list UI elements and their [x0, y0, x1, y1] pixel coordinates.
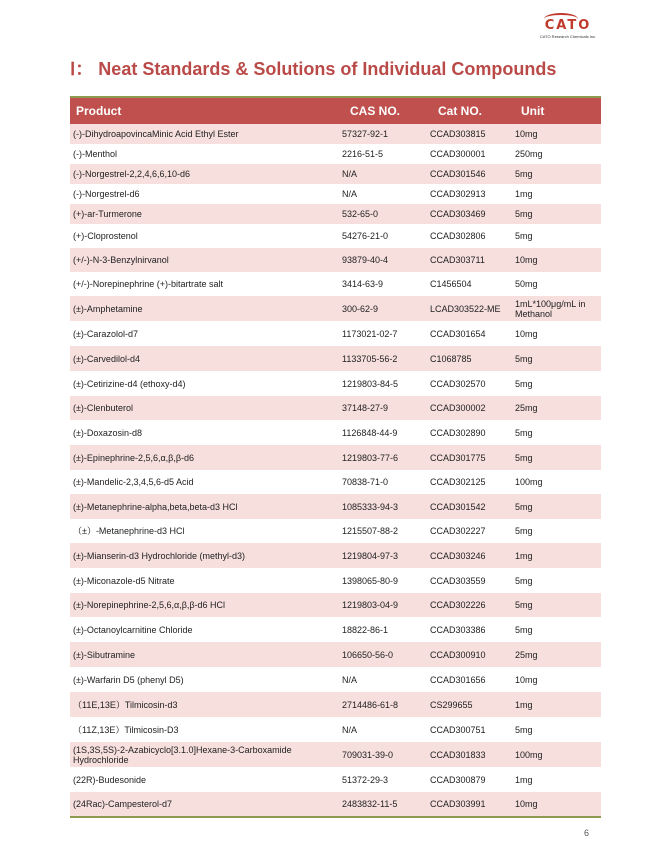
- cell-unit: 10mg: [515, 674, 538, 685]
- cell-product: (±)-Doxazosin-d8: [73, 427, 142, 438]
- cell-cat: CCAD301546: [430, 169, 486, 179]
- cell-unit: 5mg: [515, 526, 533, 536]
- table-row: [70, 767, 601, 792]
- cell-cat: CCAD301656: [430, 674, 486, 685]
- cell-product: (±)-Carvedilol-d4: [73, 353, 140, 364]
- cell-product: (±)-Mianserin-d3 Hydrochloride (methyl-d3): [73, 550, 245, 561]
- cell-cas: N/A: [342, 724, 358, 735]
- cell-cas: 1085333-94-3: [342, 501, 399, 512]
- table-row: [70, 184, 601, 204]
- table-row: [70, 371, 601, 396]
- cell-cat: CCAD303469: [430, 209, 486, 219]
- cell-unit: 50mg: [515, 279, 538, 289]
- cell-product: (±)-Clenbuterol: [73, 403, 133, 413]
- table-row: [70, 272, 601, 296]
- table-header: [70, 96, 601, 124]
- cell-product: (±)-Carazolol-d7: [73, 328, 138, 339]
- cell-cat: CCAD302806: [430, 231, 486, 241]
- cell-cas: 1133705-56-2: [342, 353, 398, 364]
- table-row: [70, 519, 601, 543]
- cell-unit: 10mg: [515, 129, 538, 139]
- cell-cas: 1126848-44-9: [342, 427, 398, 438]
- cell-cas: 1219803-77-6: [342, 452, 399, 463]
- cell-product: (±)-Epinephrine-2,5,6,α,β,β-d6: [73, 452, 195, 463]
- table-row: [70, 470, 601, 494]
- cell-product: (±)-Miconazole-d5 Nitrate: [73, 575, 175, 586]
- cell-cat: CS299655: [430, 699, 473, 710]
- cell-unit: 5mg: [515, 624, 533, 635]
- cell-cat: CCAD301833: [430, 749, 486, 760]
- cell-cas: 2216-51-5: [342, 149, 384, 159]
- cell-product: （±）-Metanephrine-d3 HCl: [73, 526, 185, 536]
- cell-product: (±)-Mandelic-2,3,4,5,6-d5 Acid: [73, 477, 194, 487]
- cell-unit: 100mg: [515, 749, 543, 760]
- cell-unit: 5mg: [515, 169, 533, 179]
- cell-product: （11E,13E）Tilmicosin-d3: [73, 699, 178, 710]
- logo-subtitle: CATO Research Chemicals Inc.: [539, 34, 597, 39]
- cell-cas: 93879-40-4: [342, 255, 389, 265]
- cell-product: (+/-)-Norepinephrine (+)-bitartrate salt: [73, 279, 224, 289]
- table-body: [70, 124, 601, 818]
- section-heading: Ⅰ： Neat Standards & Solutions of Individual Compounds: [70, 59, 557, 79]
- cell-cat: CCAD300001: [430, 149, 486, 159]
- cell-unit: 100mg: [515, 477, 543, 487]
- header-cas: CAS NO.: [350, 104, 401, 118]
- cell-cas: 1219804-97-3: [342, 550, 399, 561]
- header-product: Product: [76, 104, 122, 118]
- table-row: [70, 248, 601, 272]
- cell-unit: 5mg: [515, 575, 533, 586]
- cell-cas: 18822-86-1: [342, 624, 389, 635]
- cell-cas: N/A: [342, 189, 358, 199]
- cell-cas: 2483832-11-5: [342, 799, 398, 809]
- cell-product: (±)-Warfarin D5 (phenyl D5): [73, 674, 184, 685]
- cell-unit: 5mg: [515, 600, 533, 610]
- cell-unit: 1mg: [515, 189, 533, 199]
- cell-unit: 5mg: [515, 452, 533, 463]
- cell-cas: 51372-29-3: [342, 774, 389, 785]
- cell-product: (+)-ar-Turmerone: [73, 209, 142, 219]
- cell-cas: 300-62-9: [342, 303, 379, 314]
- cell-product: (1S,3S,5S)-2-Azabicyclo[3.1.0]Hexane-3-Carboxamide Hydrochloride: [73, 744, 292, 765]
- table-row: [70, 742, 601, 767]
- table-row: [70, 346, 601, 371]
- cell-cas: 1219803-04-9: [342, 600, 399, 610]
- cell-unit: 5mg: [515, 209, 533, 219]
- table-row: [70, 667, 601, 692]
- cell-product: (±)-Sibutramine: [73, 649, 135, 660]
- table-row: [70, 617, 601, 642]
- logo-wordmark: CATO: [530, 18, 606, 33]
- cell-cat: CCAD303991: [430, 799, 486, 809]
- table-row: [70, 543, 601, 568]
- cell-cat: CCAD302227: [430, 526, 486, 536]
- table-row: [70, 717, 601, 742]
- cell-cat: CCAD301654: [430, 328, 486, 339]
- table-row: [70, 445, 601, 470]
- cell-cas: 54276-21-0: [342, 231, 389, 241]
- cell-cat: CCAD302226: [430, 600, 486, 610]
- cell-product: （11Z,13E）Tilmicosin-D3: [73, 724, 179, 735]
- cell-unit: 5mg: [515, 501, 533, 512]
- cell-cat: CCAD300910: [430, 649, 486, 660]
- cell-cat: CCAD300751: [430, 724, 486, 735]
- cell-unit: 1mg: [515, 699, 533, 710]
- cell-product: (+)-Cloprostenol: [73, 231, 138, 241]
- table-row: [70, 568, 601, 593]
- cell-cat: CCAD301542: [430, 501, 486, 512]
- cell-product: (±)-Amphetamine: [73, 303, 143, 314]
- cell-product: (±)-Norepinephrine-2,5,6,α,β,β-d6 HCl: [73, 600, 226, 610]
- cell-cas: 709031-39-0: [342, 749, 394, 760]
- cell-cat: CCAD302125: [430, 477, 486, 487]
- product-table: [70, 96, 601, 818]
- cell-cat: LCAD303522-ME: [430, 303, 501, 314]
- table-row: [70, 164, 601, 184]
- cell-product: (22R)-Budesonide: [73, 774, 147, 785]
- cell-cas: 3414-63-9: [342, 279, 384, 289]
- cell-product: (-)-Norgestrel-2,2,4,6,6,10-d6: [73, 169, 191, 179]
- table-row: [70, 642, 601, 667]
- table-row: [70, 321, 601, 346]
- cell-cat: CCAD302913: [430, 189, 486, 199]
- table-row: [70, 224, 601, 248]
- cell-cat: CCAD300879: [430, 774, 486, 785]
- header-unit: Unit: [521, 104, 545, 118]
- table-row: [70, 593, 601, 617]
- table-row: [70, 124, 601, 144]
- cell-cas: 2714486-61-8: [342, 699, 399, 710]
- cell-cas: 1219803-84-5: [342, 378, 399, 389]
- cell-cas: 37148-27-9: [342, 403, 389, 413]
- cell-cas: 1398065-80-9: [342, 575, 399, 586]
- cell-cat: C1456504: [430, 279, 472, 289]
- table-row: [70, 396, 601, 420]
- cell-cas: 106650-56-0: [342, 649, 394, 660]
- cell-cat: CCAD303559: [430, 575, 486, 586]
- cell-unit: 1mL*100μg/mL in Methanol: [515, 298, 586, 319]
- cell-product: (±)-Octanoylcarnitine Chloride: [73, 624, 193, 635]
- cell-unit: 10mg: [515, 799, 538, 809]
- cell-cas: 70838-71-0: [342, 477, 389, 487]
- cell-product: (+/-)-N-3-Benzylnirvanol: [73, 255, 169, 265]
- cell-cat: CCAD303246: [430, 550, 486, 561]
- table-row: [70, 692, 601, 717]
- company-logo: [530, 18, 606, 39]
- cell-cat: C1068785: [430, 353, 472, 364]
- table-row: [70, 296, 601, 321]
- cell-unit: 1mg: [515, 774, 533, 785]
- cell-unit: 10mg: [515, 255, 538, 265]
- cell-cat: CCAD302570: [430, 378, 486, 389]
- cell-cat: CCAD303815: [430, 129, 486, 139]
- cell-unit: 5mg: [515, 353, 533, 364]
- cell-cat: CCAD300002: [430, 403, 486, 413]
- cell-unit: 5mg: [515, 724, 533, 735]
- cell-cas: 1215507-88-2: [342, 526, 399, 536]
- cell-product: (-)-Norgestrel-d6: [73, 189, 140, 199]
- cell-cas: 1173021-02-7: [342, 328, 398, 339]
- cell-unit: 25mg: [515, 403, 538, 413]
- cell-product: (±)-Metanephrine-alpha,beta,beta-d3 HCl: [73, 501, 238, 512]
- cell-unit: 1mg: [515, 550, 533, 561]
- cell-cat: CCAD302890: [430, 427, 486, 438]
- cell-product: (-)-Menthol: [73, 149, 118, 159]
- page-number: 6: [584, 828, 590, 838]
- cell-unit: 5mg: [515, 378, 533, 389]
- cell-cas: N/A: [342, 169, 358, 179]
- table-row: [70, 792, 601, 818]
- cell-unit: 250mg: [515, 149, 543, 159]
- cell-cat: CCAD303386: [430, 624, 486, 635]
- cell-cas: 57327-92-1: [342, 129, 389, 139]
- cell-unit: 10mg: [515, 328, 538, 339]
- header-cat: Cat NO.: [438, 104, 483, 118]
- cell-cat: CCAD303711: [430, 255, 485, 265]
- cell-product: (24Rac)-Campesterol-d7: [73, 799, 173, 809]
- table-row: [70, 144, 601, 164]
- cell-cas: N/A: [342, 674, 358, 685]
- table-row: [70, 420, 601, 445]
- cell-cat: CCAD301775: [430, 452, 486, 463]
- cell-product: (±)-Cetirizine-d4 (ethoxy-d4): [73, 378, 186, 389]
- cell-product: (-)-DihydroapovincaMinic Acid Ethyl Ester: [73, 129, 239, 139]
- cell-cas: 532-65-0: [342, 209, 379, 219]
- cell-unit: 5mg: [515, 231, 533, 241]
- table-row: [70, 494, 601, 519]
- cell-unit: 5mg: [515, 427, 533, 438]
- table-row: [70, 204, 601, 224]
- cell-unit: 25mg: [515, 649, 538, 660]
